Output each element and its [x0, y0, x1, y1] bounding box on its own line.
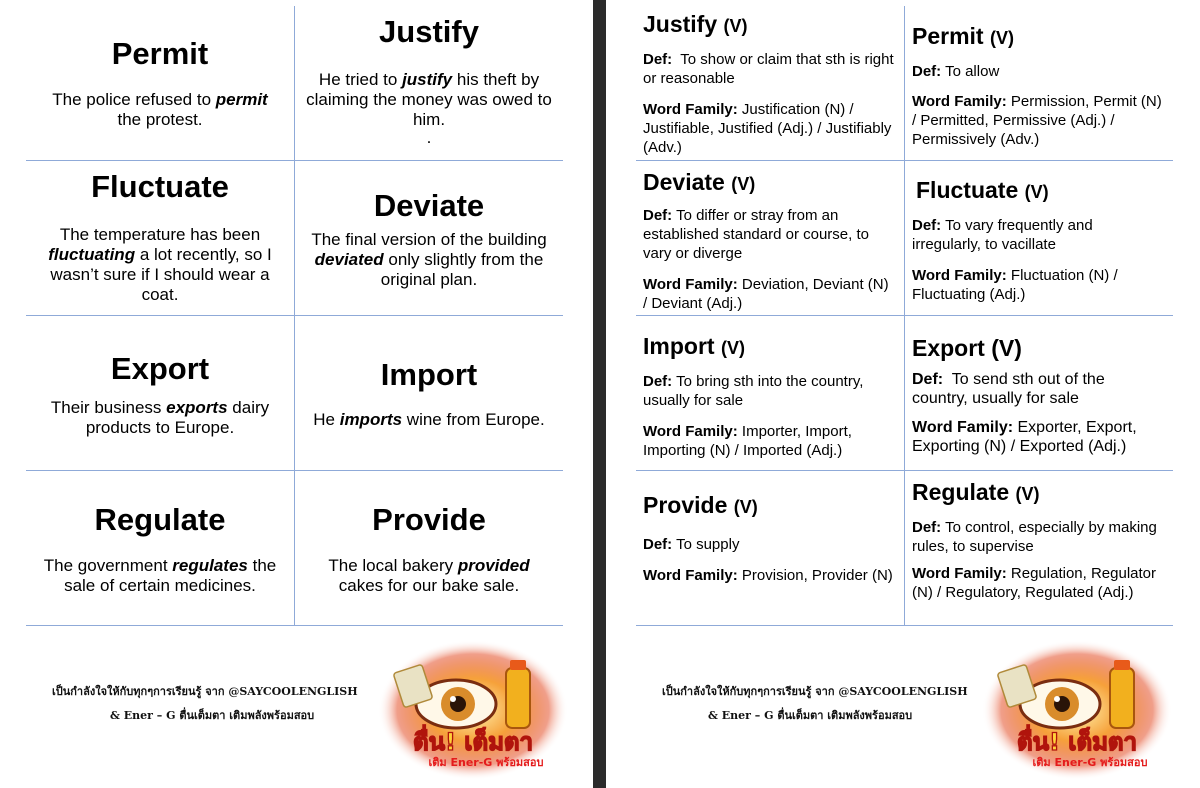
definition-word: Provide (V)	[643, 492, 758, 518]
footer-line-2: & Ener – G ตื่นเต็มตา เติมพลังพร้อมสอบ	[708, 709, 913, 722]
flashcard-word: Fluctuate	[91, 169, 229, 204]
definition-text: Def: To allow	[912, 63, 1000, 80]
flashcard-permit	[26, 36, 294, 130]
definition-import	[635, 328, 903, 460]
footer-credit	[662, 680, 968, 728]
flashcard-page	[0, 0, 593, 788]
word-family: Word Family: Deviation, Deviant (N) / Deviant (Adj.)	[643, 276, 889, 312]
flashcard-word: Permit	[111, 36, 209, 71]
definition-text: Def: To control, especially by making rules, to supervise	[912, 519, 1157, 555]
example-sentence: The local bakery provided cakes for our bake sale.	[328, 556, 530, 595]
example-sentence: The government regulates the sale of certain medicines.	[43, 556, 277, 595]
definition-text: Def: To differ or stray from an established standard or course, to vary or diverge	[643, 207, 869, 262]
flashcard-deviate	[295, 188, 563, 290]
definition-text: Def: To bring sth into the country, usually for sale	[643, 373, 864, 409]
flashcard-export	[26, 351, 294, 438]
definition-export	[904, 330, 1172, 456]
flashcard-fluctuate	[26, 169, 294, 305]
definition-fluctuate	[908, 172, 1172, 304]
definition-text: Def: To vary frequently and irregularly, to vacillate	[912, 217, 1093, 253]
logo-sub-text: เติม Ener-G พร้อมสอบ	[1032, 756, 1148, 769]
word-family: Word Family: Provision, Provider (N)	[643, 567, 893, 584]
flashcard-word: Export	[110, 351, 210, 386]
example-sentence: He tried to justify his theft by claiming the money was owed to him.	[306, 70, 552, 129]
energy-drink-logo	[378, 638, 568, 788]
word-family: Word Family: Importer, Import, Importing (N) / Imported (Adj.)	[643, 423, 852, 459]
flashcard-word: Regulate	[94, 502, 226, 537]
footer-line-1: เป็นกำลังใจให้กับทุกๆการเรียนรู้ จาก @SAYCOOLENGLISH	[52, 685, 358, 698]
word-family: Word Family: Regulation, Regulator (N) / Regulatory, Regulated (Adj.)	[912, 565, 1156, 601]
stray-mark: .	[426, 128, 432, 147]
definition-word: Justify (V)	[643, 11, 748, 37]
definition-text: Def: To send sth out of the country, usually for sale	[912, 371, 1105, 407]
energy-drink-logo	[982, 638, 1172, 788]
flashcard-provide	[295, 502, 563, 596]
example-sentence: Their business exports dairy products to Europe.	[50, 398, 270, 437]
definition-page	[606, 0, 1200, 788]
definition-text: Def: To supply	[643, 536, 740, 553]
word-family: Word Family: Justification (N) / Justifiable, Justified (Adj.) / Justifiably (Adv.)	[643, 101, 892, 156]
word-family: Word Family: Fluctuation (N) / Fluctuating (Adj.)	[912, 267, 1118, 303]
definition-provide	[635, 487, 903, 585]
footer-credit	[52, 680, 358, 728]
definition-word: Regulate (V)	[912, 479, 1040, 505]
example-sentence: The final version of the building deviated only slightly from the original plan.	[311, 230, 547, 289]
example-sentence: He imports wine from Europe.	[313, 410, 545, 429]
flashcard-word: Justify	[379, 14, 479, 49]
definition-word: Import (V)	[643, 333, 745, 359]
flashcard-word: Deviate	[373, 188, 485, 223]
flashcard-justify	[295, 14, 563, 146]
definition-word: Fluctuate (V)	[916, 177, 1049, 203]
definition-word: Permit (V)	[912, 23, 1014, 49]
definition-justify	[635, 6, 903, 157]
flashcard-word: Provide	[372, 502, 486, 537]
logo-sub-text: เติม Ener-G พร้อมสอบ	[428, 756, 544, 769]
definition-text: Def: To show or claim that sth is right or reasonable	[643, 51, 894, 87]
logo-main-text: ตื่น! เต็มตา	[1017, 728, 1137, 756]
example-sentence: The temperature has been fluctuating a lot recently, so I wasn’t sure if I should wear a coat.	[48, 225, 272, 304]
logo-main-text: ตื่น! เต็มตา	[413, 728, 533, 756]
definition-regulate	[904, 474, 1172, 602]
word-family: Word Family: Exporter, Export, Exporting (N) / Exported (Adj.)	[912, 419, 1137, 455]
flashcard-regulate	[26, 502, 294, 596]
definition-deviate	[635, 164, 903, 313]
word-family: Word Family: Permission, Permit (N) / Permitted, Permissive (Adj.) / Permissively (Adv.)	[912, 93, 1162, 148]
definition-word: Export (V)	[912, 335, 1022, 361]
flashcard-import	[295, 357, 563, 430]
footer-line-1: เป็นกำลังใจให้กับทุกๆการเรียนรู้ จาก @SAYCOOLENGLISH	[662, 685, 968, 698]
definition-permit	[904, 18, 1172, 149]
definition-word: Deviate (V)	[643, 169, 756, 195]
footer-line-2: & Ener – G ตื่นเต็มตา เติมพลังพร้อมสอบ	[110, 709, 315, 722]
flashcard-word: Import	[380, 357, 478, 392]
example-sentence: The police refused to permit the protest.	[52, 90, 268, 129]
